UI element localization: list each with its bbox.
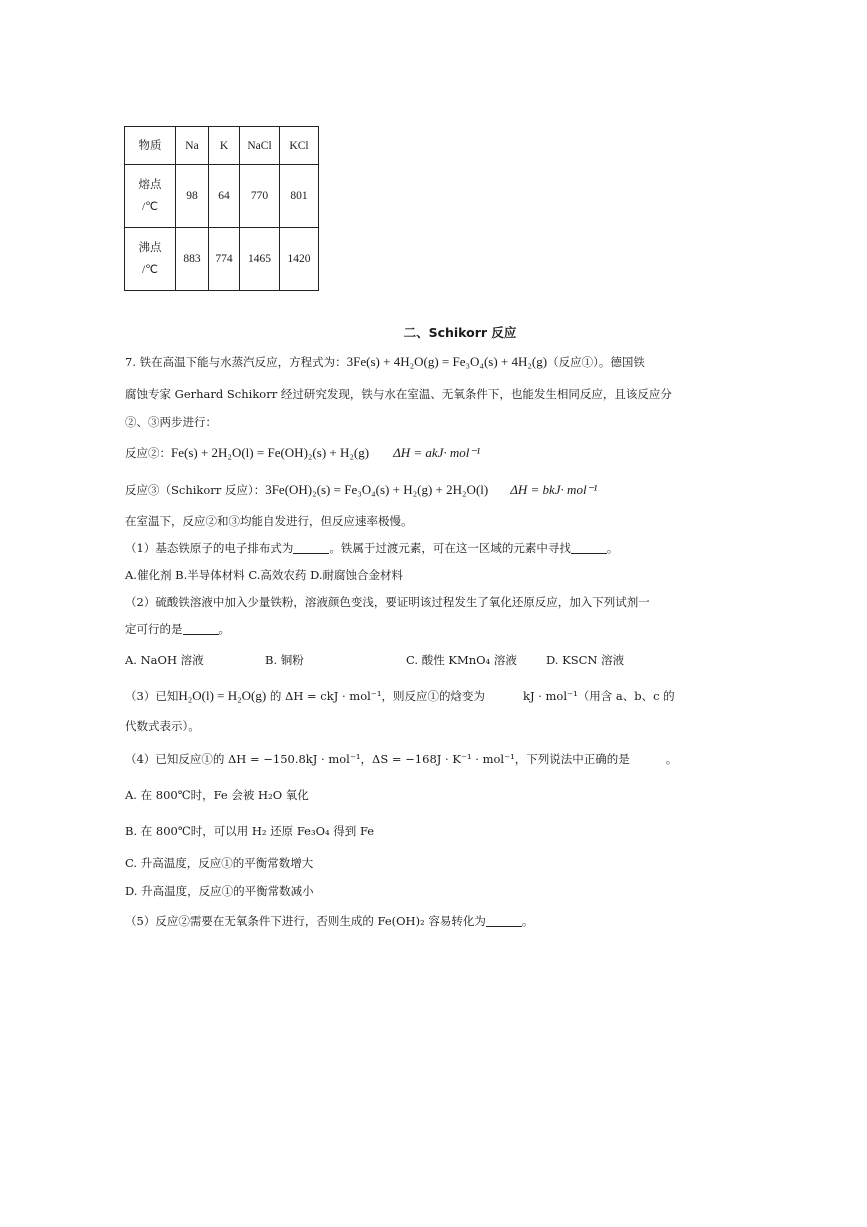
reaction-2-equation: Fe(s) + 2H₂O(l) = Fe(OH)₂(s) + H₂(g) — [171, 445, 370, 460]
q7-line-2: 腐蚀专家 Gerhard Schikorr 经过研究发现，铁与水在室温、无氧条件下，也能发生相同反应，且该反应分 — [125, 387, 672, 401]
row-label: 熔点 /℃ — [125, 165, 176, 228]
row-label: 沸点 /℃ — [125, 228, 176, 291]
answer-blank[interactable] — [486, 914, 522, 927]
table-cell: 801 — [280, 165, 319, 228]
part-2-question: （2）硫酸铁溶液中加入少量铁粉，溶液颜色变浅，要证明该过程发生了氧化还原反应，加入下列试剂一 — [125, 595, 650, 609]
table-row — [125, 228, 319, 291]
part-3-question: （3）已知H₂O(l) = H₂O(g) 的 ΔH = ckJ · mol⁻¹，则反应①的焓变为 kJ · mol⁻¹（用含 a、b、c 的 — [125, 688, 675, 703]
option-c: C. 酸性 KMnO₄ 溶液 — [406, 653, 517, 667]
part-4-question: （4）已知反应①的 ΔH = −150.8kJ · mol⁻¹，ΔS = −168J · K⁻¹ · mol⁻¹，下列说法中正确的是 。 — [125, 752, 678, 766]
answer-blank[interactable] — [293, 541, 329, 554]
reaction-3-equation: 3Fe(OH)₂(s) = Fe₃O₄(s) + H₂(g) + 2H₂O(l) — [265, 482, 489, 497]
part-1-question: （1）基态铁原子的电子排布式为 。铁属于过渡元素，可在这一区域的元素中寻找 。 — [125, 541, 619, 555]
q7-line-4: 在室温下，反应②和③均能自发进行，但反应速率极慢。 — [125, 514, 413, 528]
table-cell: 物质 — [125, 127, 176, 165]
table-cell: 64 — [209, 165, 240, 228]
part-5-question: （5）反应②需要在无氧条件下进行，否则生成的 Fe(OH)₂ 容易转化为 。 — [125, 914, 534, 928]
table-cell: 1465 — [240, 228, 280, 291]
table-header-row — [125, 127, 319, 165]
reaction-3-line: 反应③（Schikorr 反应）：3Fe(OH)₂(s) = Fe₃O₄(s) + H₂(g) + 2H₂O(l) ΔH = bkJ· mol⁻¹ — [125, 482, 598, 497]
table-row — [125, 165, 319, 228]
part-1-options: A.催化剂 B.半导体材料 C.高效农药 D.耐腐蚀合金材料 — [125, 568, 404, 582]
table-cell: 883 — [176, 228, 209, 291]
table-cell: 1420 — [280, 228, 319, 291]
option-d: D. KSCN 溶液 — [546, 653, 625, 667]
physical-properties-table — [124, 126, 319, 291]
table-cell: 774 — [209, 228, 240, 291]
part-2-question-cont: 定可行的是 。 — [125, 622, 230, 636]
section-title: 二、Schikorr 反应 — [403, 325, 517, 340]
table-cell: 98 — [176, 165, 209, 228]
answer-blank[interactable] — [571, 541, 607, 554]
part-4-option-d: D. 升高温度，反应①的平衡常数减小 — [125, 884, 314, 898]
part-3-question-cont: 代数式表示）。 — [125, 719, 200, 733]
answer-blank[interactable] — [183, 622, 219, 635]
table-cell: K — [209, 127, 240, 165]
table-cell: NaCl — [240, 127, 280, 165]
table-cell: 770 — [240, 165, 280, 228]
part-4-option-c: C. 升高温度，反应①的平衡常数增大 — [125, 856, 314, 870]
part-4-option-a: A. 在 800℃时，Fe 会被 H₂O 氧化 — [125, 788, 309, 802]
reaction-2-enthalpy: ΔH = akJ· mol⁻¹ — [393, 445, 481, 460]
water-vaporization-equation: H₂O(l) = H₂O(g) — [178, 688, 267, 703]
reaction-2-line: 反应②：Fe(s) + 2H₂O(l) = Fe(OH)₂(s) + H₂(g) ΔH = akJ· mol⁻¹ — [125, 445, 481, 460]
reaction-3-enthalpy: ΔH = bkJ· mol⁻¹ — [510, 482, 598, 497]
part-4-option-b: B. 在 800℃时，可以用 H₂ 还原 Fe₃O₄ 得到 Fe — [125, 824, 375, 838]
option-b: B. 铜粉 — [265, 653, 304, 667]
q7-line-1: 7. 铁在高温下能与水蒸汽反应，方程式为：3Fe(s) + 4H₂O(g) = Fe₃O₄(s) + 4H₂(g)（反应①）。德国铁 — [125, 354, 645, 369]
reaction-1-equation: 3Fe(s) + 4H₂O(g) = Fe₃O₄(s) + 4H₂(g) — [346, 354, 548, 369]
option-a: A. NaOH 溶液 — [125, 653, 204, 667]
table-cell: KCl — [280, 127, 319, 165]
table-cell: Na — [176, 127, 209, 165]
q7-line-3: ②、③两步进行： — [125, 415, 217, 429]
